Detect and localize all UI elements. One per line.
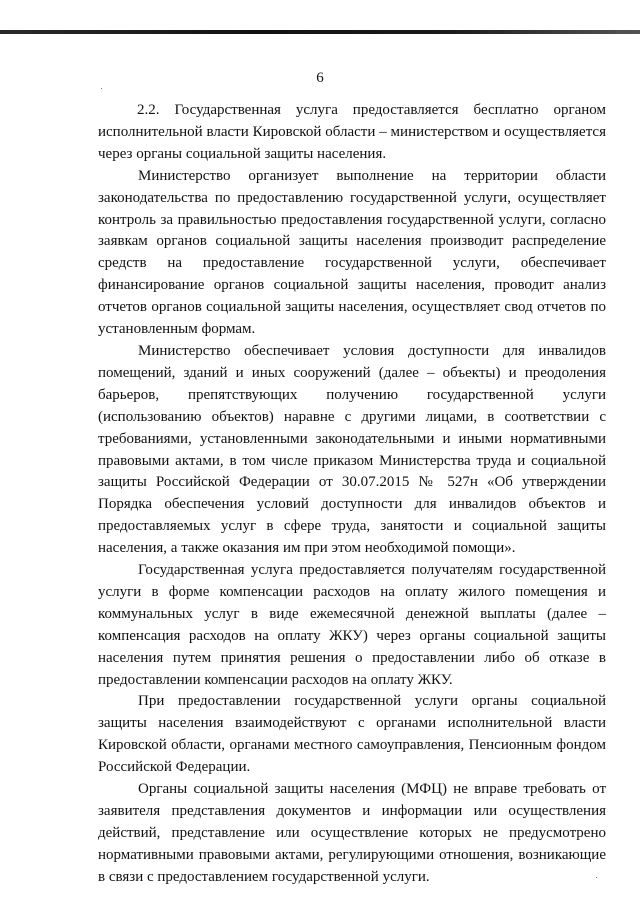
page-number: 6: [316, 70, 324, 86]
scan-speck: [101, 88, 102, 89]
paragraph-ministry-organizes: Министерство организует выполнение на территории области законодательства по предоставлению государственной услуги, осуществляет контроль за правильностью предоставления государственной услуги, согласно заявкам органов социальной защиты населения производит распределение средств на предоставление государственной услуги, обеспечивает финансирование органов социальной защиты населения, проводит анализ отчетов органов социальной защиты населения, осуществляет свод отчетов по установленным формам.: [98, 167, 606, 338]
paragraph-2-2: 2.2. Государственная услуга предоставляется бесплатно органом исполнительной власти Кировской области – министерством и осуществляется через органы социальной защиты населения.: [98, 102, 606, 162]
scan-top-border: [0, 30, 640, 34]
paragraph-interaction: При предоставлении государственной услуги органы социальной защиты населения взаимодействуют с органами исполнительной власти Кировской области, органами местного самоуправления, Пенсионным фондом Российской Федерации.: [98, 693, 606, 776]
scan-speck: [596, 877, 597, 878]
paragraph-accessibility: Министерство обеспечивает условия доступности для инвалидов помещений, зданий и иных сооружений (далее – объекты) и преодоления барьеров, препятствующих получению государственной услуги (использованию объектов) наравне с другими лицами, в соответствии с требованиями, установленными законодательными и иными нормативными правовыми актами, в том числе приказом Министерства труда и социальной защиты Российской Федерации от 30.07.2015 № 527н «Об утверждении Порядка обеспечения условий доступности для инвалидов объектов и предоставляемых услуг в сфере труда, занятости и социальной защиты населения, а также оказания им при этом необходимой помощи».: [98, 342, 606, 557]
paragraph-service-form: Государственная услуга предоставляется получателям государственной услуги в форме компенсации расходов на оплату жилого помещения и коммунальных услуг в виде ежемесячной денежной выплаты (далее – компенсация расходов на оплату ЖКУ) через органы социальной защиты населения путем принятия решения о предоставлении либо об отказе в предоставлении компенсации расходов на оплату ЖКУ.: [98, 562, 606, 688]
document-body: [98, 100, 606, 889]
paragraph-mfc-restrictions: Органы социальной защиты населения (МФЦ) не вправе требовать от заявителя представления документов и информации или осуществления действий, представление или осуществление которых не предусмотрено нормативными правовыми актами, регулирующими отношения, возникающие в связи с предоставлением государственной услуги.: [98, 781, 606, 885]
